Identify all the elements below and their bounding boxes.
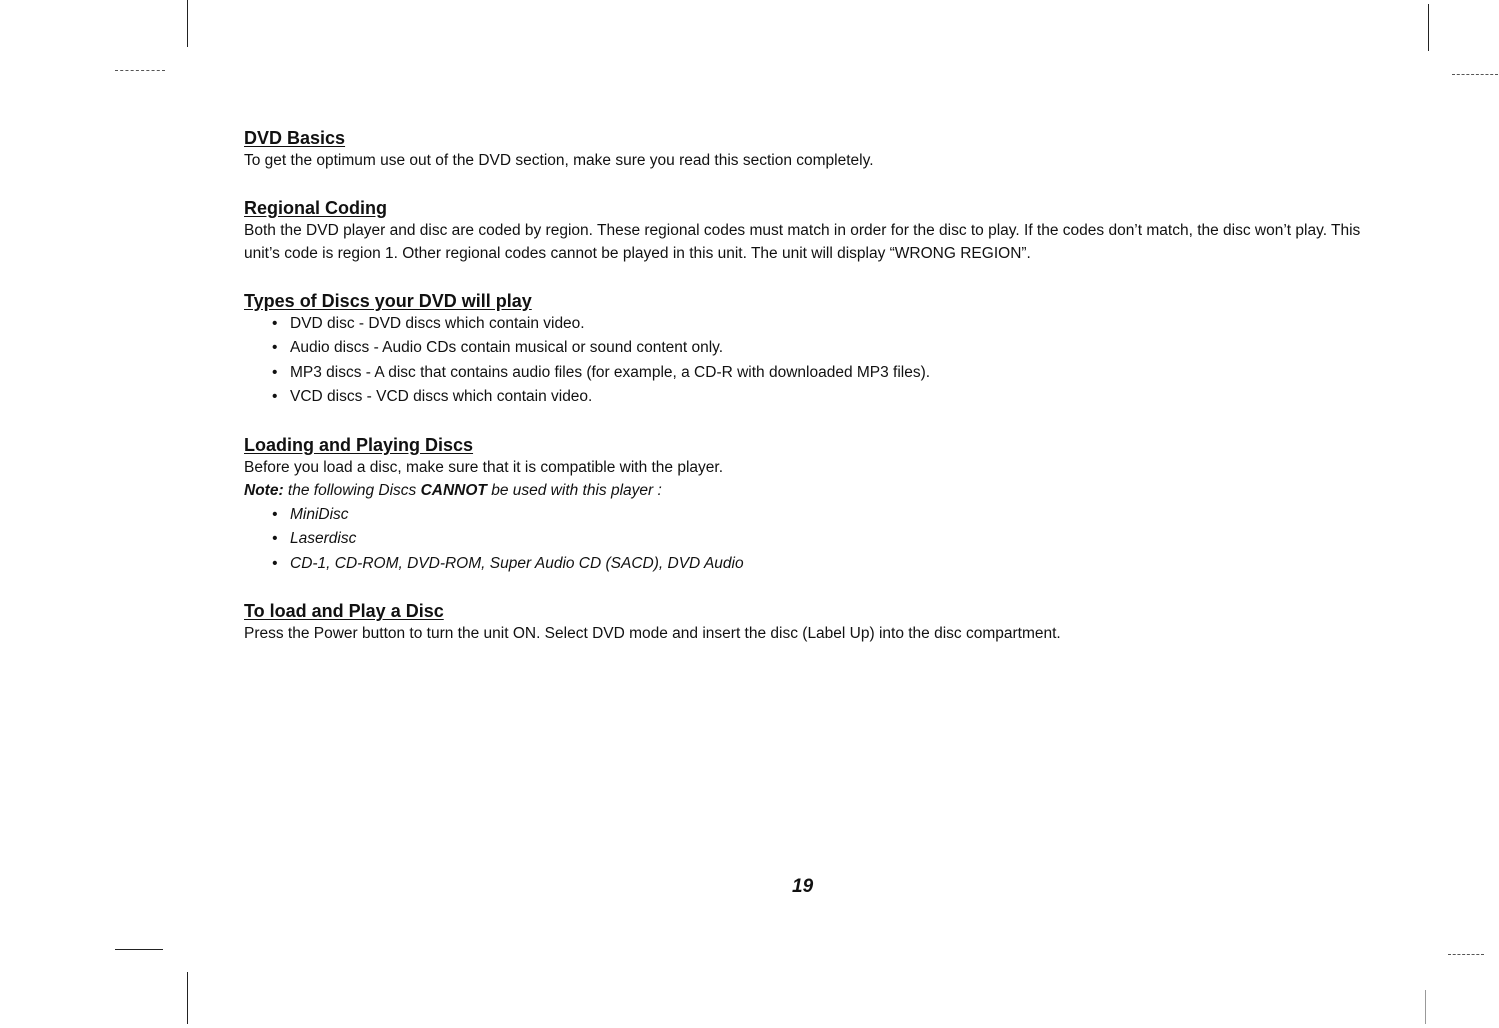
note-label: Note: bbox=[244, 482, 284, 499]
note-text-2: be used with this player : bbox=[486, 482, 662, 499]
paragraph-loading-playing: Before you load a disc, make sure that it is compatible with the player. bbox=[244, 458, 724, 476]
crop-mark-top-left-horizontal bbox=[115, 70, 165, 71]
bullet-icon: • bbox=[272, 505, 278, 523]
list-item bbox=[272, 552, 1364, 577]
note-emphasis: CANNOT bbox=[420, 482, 487, 499]
list-item bbox=[272, 527, 1364, 552]
manual-page-content bbox=[244, 127, 1364, 670]
incompatible-discs-list bbox=[244, 503, 1364, 577]
section-load-and-play bbox=[244, 600, 1364, 646]
list-item-text: Laserdisc bbox=[290, 530, 357, 547]
list-item bbox=[272, 503, 1364, 528]
bullet-icon: • bbox=[272, 530, 278, 547]
crop-mark-bottom-left-horizontal bbox=[115, 949, 163, 950]
list-item-text: Audio discs - Audio CDs contain musical or sound content only. bbox=[290, 339, 724, 356]
bullet-icon: • bbox=[272, 314, 278, 332]
heading-dvd-basics: DVD Basics bbox=[244, 128, 346, 148]
crop-mark-bottom-right-vertical bbox=[1425, 990, 1426, 1024]
list-item bbox=[272, 385, 1364, 410]
section-regional-coding bbox=[244, 197, 1364, 266]
heading-regional-coding: Regional Coding bbox=[244, 197, 387, 218]
bullet-icon: • bbox=[272, 339, 278, 356]
crop-mark-top-right-vertical bbox=[1428, 4, 1429, 51]
bullet-icon: • bbox=[272, 388, 278, 405]
paragraph-dvd-basics: To get the optimum use out of the DVD section, make sure you read this section completely. bbox=[244, 152, 874, 169]
page-number: 19 bbox=[792, 876, 814, 897]
paragraph-regional-coding: Both the DVD player and disc are coded by region. These regional codes must match in order for the disc to play. If the codes don’t match, the disc won’t play. This unit’s code is region 1. Other regional codes cannot be played in this unit. The unit will display “WRONG REGION”. bbox=[244, 221, 1361, 262]
list-item bbox=[272, 361, 1364, 386]
list-item-text: CD-1, CD-ROM, DVD-ROM, Super Audio CD (SACD), DVD Audio bbox=[290, 554, 744, 572]
note-text-1: the following Discs bbox=[283, 482, 421, 499]
heading-types-of-discs: Types of Discs your DVD will play bbox=[244, 290, 532, 311]
section-types-of-discs bbox=[244, 290, 1364, 410]
crop-mark-bottom-right-horizontal bbox=[1448, 954, 1484, 955]
heading-loading-playing: Loading and Playing Discs bbox=[244, 434, 474, 455]
note-line bbox=[244, 479, 1364, 503]
crop-mark-top-left-vertical bbox=[187, 0, 188, 47]
list-item-text: VCD discs - VCD discs which contain video. bbox=[290, 388, 593, 405]
crop-mark-top-right-horizontal bbox=[1452, 74, 1498, 75]
crop-mark-bottom-left-vertical bbox=[187, 972, 188, 1024]
list-item-text: DVD disc - DVD discs which contain video. bbox=[290, 314, 585, 332]
section-loading-playing bbox=[244, 434, 1364, 577]
paragraph-load-and-play: Press the Power button to turn the unit ON. Select DVD mode and insert the disc (Label Up) into the disc compartment. bbox=[244, 625, 1061, 642]
heading-load-and-play: To load and Play a Disc bbox=[244, 601, 444, 621]
section-dvd-basics bbox=[244, 127, 1364, 173]
bullet-icon: • bbox=[272, 363, 278, 381]
list-item-text: MP3 discs - A disc that contains audio files (for example, a CD-R with downloaded MP3 files). bbox=[290, 363, 931, 381]
disc-types-list bbox=[244, 312, 1364, 410]
bullet-icon: • bbox=[272, 554, 278, 572]
list-item bbox=[272, 336, 1364, 361]
list-item bbox=[272, 312, 1364, 337]
list-item-text: MiniDisc bbox=[290, 505, 349, 523]
